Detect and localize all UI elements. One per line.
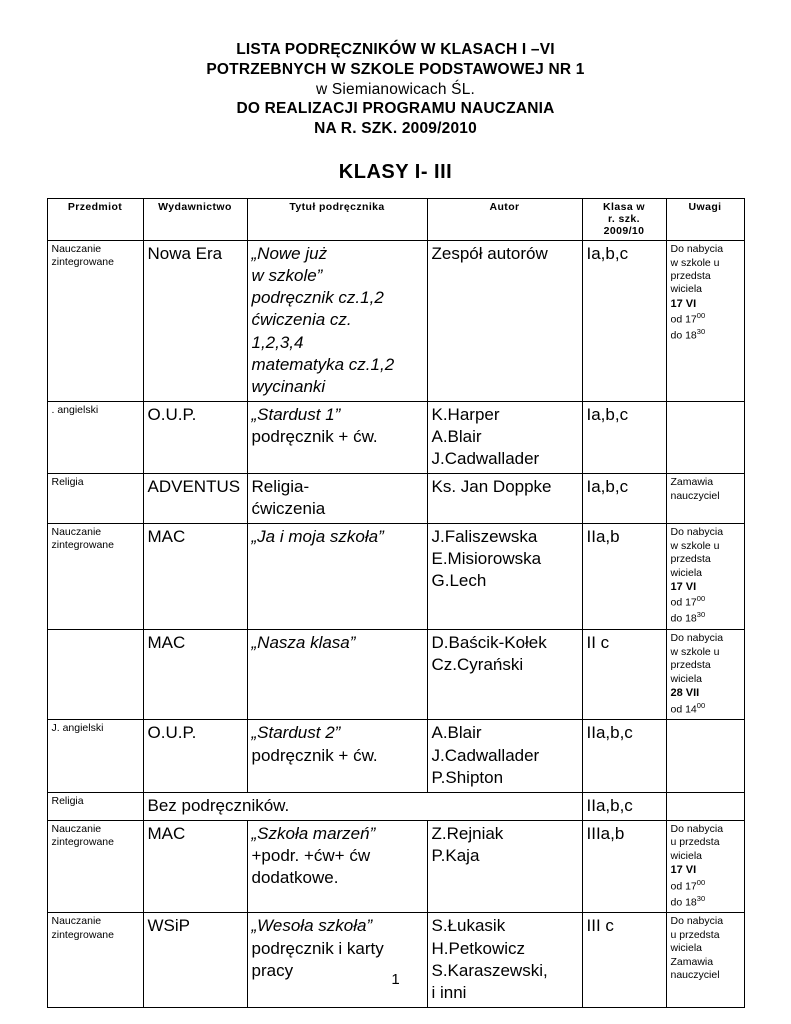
cell-notes: Do nabycia u przedsta wiciela Zamawia nauczyciel: [666, 913, 744, 1007]
column-header-subject: Przedmiot: [47, 199, 143, 241]
page-number: 1: [391, 971, 400, 988]
title-line-3: w Siemianowicach ŚL.: [315, 80, 476, 98]
title-line-1: LISTA PODRĘCZNIKÓW W KLASACH I –VI: [236, 41, 555, 58]
table-row: [47, 913, 744, 1007]
cell-publisher: WSiP: [143, 913, 247, 1007]
cell-class: IIa,b,c: [582, 720, 666, 792]
cell-author: K.Harper A.Blair J.Cadwallader: [427, 401, 582, 473]
table-header: [47, 199, 744, 241]
cell-notes: [666, 792, 744, 820]
cell-author: Zespół autorów: [427, 241, 582, 402]
cell-author: Ks. Jan Doppke: [427, 474, 582, 524]
cell-class: Ia,b,c: [582, 241, 666, 402]
cell-title: „Stardust 1” podręcznik + ćw.: [247, 401, 427, 473]
cell-class: Ia,b,c: [582, 401, 666, 473]
table-header-row: [47, 199, 744, 241]
table-row: [47, 474, 744, 524]
document-title-block: [46, 40, 745, 139]
cell-class: III c: [582, 913, 666, 1007]
cell-class: II c: [582, 630, 666, 720]
cell-author: Z.Rejniak P.Kaja: [427, 820, 582, 913]
cell-subject: J. angielski: [47, 720, 143, 792]
cell-notes: Do nabycia w szkole u przedsta wiciela 28 VII od $14^{00}$: [666, 630, 744, 720]
cell-publisher: O.U.P.: [143, 401, 247, 473]
cell-notes: [666, 720, 744, 792]
cell-subject: Religia: [47, 474, 143, 524]
cell-subject: Religia: [47, 792, 143, 820]
table-row: [47, 524, 744, 630]
cell-author: S.Łukasik H.Petkowicz S.Karaszewski, i inni: [427, 913, 582, 1007]
table-row: [47, 820, 744, 913]
cell-author: A.Blair J.Cadwallader P.Shipton: [427, 720, 582, 792]
cell-title: „Ja i moja szkoła”: [247, 524, 427, 630]
column-header-title: Tytuł podręcznika: [247, 199, 427, 241]
cell-title: „Szkoła marzeń” +podr. +ćw+ ćw dodatkowe.: [247, 820, 427, 913]
cell-subject: . angielski: [47, 401, 143, 473]
column-header-author: Autor: [427, 199, 582, 241]
column-header-publisher: Wydawnictwo: [143, 199, 247, 241]
cell-title: „Nasza klasa”: [247, 630, 427, 720]
cell-class: Ia,b,c: [582, 474, 666, 524]
cell-publisher: MAC: [143, 524, 247, 630]
cell-publisher: O.U.P.: [143, 720, 247, 792]
cell-notes: Do nabycia w szkole u przedsta wiciela 17 VI od $17^{00}$ do $18^{30}$: [666, 241, 744, 402]
table-body: [47, 241, 744, 1008]
cell-notes: Do nabycia u przedsta wiciela 17 VI od $17^{00}$ do $18^{30}$: [666, 820, 744, 913]
title-line-5: NA R. SZK. 2009/2010: [314, 120, 477, 138]
table-row: [47, 241, 744, 402]
cell-subject: Nauczanie zintegrowane: [47, 241, 143, 402]
table-row: [47, 720, 744, 792]
cell-notes: Zamawia nauczyciel: [666, 474, 744, 524]
column-header-notes: Uwagi: [666, 199, 744, 241]
cell-publisher: ADVENTUS: [143, 474, 247, 524]
cell-notes: [666, 401, 744, 473]
cell-title: „Nowe już w szkole” podręcznik cz.1,2 ćwiczenia cz. 1,2,3,4 matematyka cz.1,2 wycinanki: [247, 241, 427, 402]
cell-publisher: Nowa Era: [143, 241, 247, 402]
table-row: [47, 792, 744, 820]
cell-author: D.Baścik-Kołek Cz.Cyrański: [427, 630, 582, 720]
cell-class: IIIa,b: [582, 820, 666, 913]
cell-subject: Nauczanie zintegrowane: [47, 524, 143, 630]
cell-class: IIa,b: [582, 524, 666, 630]
cell-title: Religia- ćwiczenia: [247, 474, 427, 524]
table-row: [47, 630, 744, 720]
cell-publisher: MAC: [143, 630, 247, 720]
cell-subject: Nauczanie zintegrowane: [47, 913, 143, 1007]
cell-notes: Do nabycia w szkole u przedsta wiciela 17 VI od $17^{00}$ do $18^{30}$: [666, 524, 744, 630]
cell-author: J.Faliszewska E.Misiorowska G.Lech: [427, 524, 582, 630]
textbook-table: [47, 198, 745, 1008]
column-header-class: Klasa w r. szk. 2009/10: [582, 199, 666, 241]
cell-subject: [47, 630, 143, 720]
cell-title: „Wesoła szkoła” podręcznik i karty pracy: [247, 913, 427, 1007]
cell-title: Bez podręczników.: [143, 792, 582, 820]
title-line-2: POTRZEBNYCH W SZKOLE PODSTAWOWEJ NR 1: [206, 60, 585, 78]
title-line-4: DO REALIZACJI PROGRAMU NAUCZANIA: [236, 100, 555, 118]
cell-publisher: MAC: [143, 820, 247, 913]
cell-title: „Stardust 2” podręcznik + ćw.: [247, 720, 427, 792]
table-row: [47, 401, 744, 473]
cell-subject: Nauczanie zintegrowane: [47, 820, 143, 913]
cell-class: IIa,b,c: [582, 792, 666, 820]
section-heading: KLASY I- III: [338, 161, 453, 184]
